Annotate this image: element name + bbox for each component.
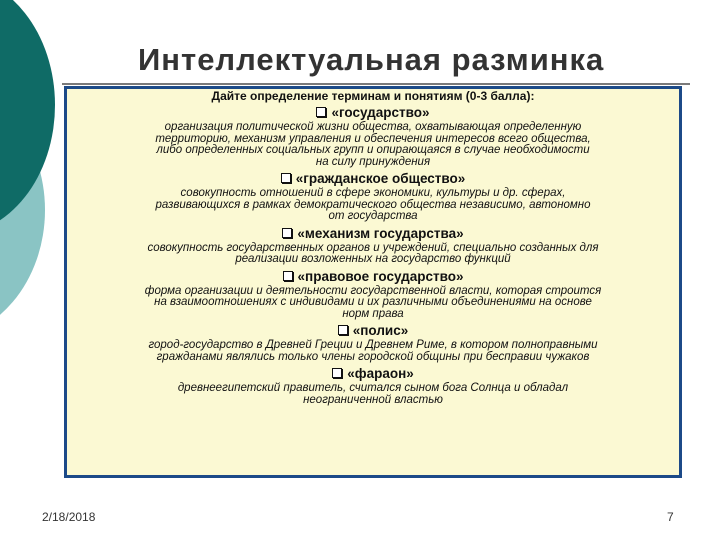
checkbox-bullet-icon [283, 271, 293, 281]
definition-line: развивающихся в рамках демократического общества независимо, автономно [155, 198, 591, 211]
checkbox-bullet-icon [332, 368, 342, 378]
checkbox-bullet-icon [338, 325, 348, 335]
definition-line: территорию, механизм управления и обеспечения интересов всего общества, [155, 132, 591, 145]
term-definition [71, 243, 675, 266]
term-definition [71, 122, 675, 168]
definition-line: организация политической жизни общества, охватывающая определенную [164, 121, 582, 133]
term-label: «государство» [331, 105, 430, 120]
definition-line: форма организации и деятельности государственной власти, которая строится [144, 284, 602, 297]
definition-line: на взаимоотношениях с индивидами и их различными объединениями на основе [154, 296, 592, 308]
definition-line: от государства [328, 210, 418, 222]
term-heading [67, 365, 679, 383]
slide-title: Интеллектуальная разминка [138, 42, 605, 77]
term-heading [67, 322, 679, 340]
checkbox-bullet-icon [282, 228, 292, 238]
definition-line: гражданами являлись только члены городской общины при бесправии чужаков [156, 350, 590, 363]
definition-line: город-государство в Древней Греции и Древнем Риме, в котором полноправными [148, 339, 598, 351]
term-heading [67, 225, 679, 243]
term-label: «гражданское общество» [295, 171, 466, 186]
term-heading [67, 268, 679, 286]
task-header: Дайте определение терминам и понятиям (0-3 балла): [211, 89, 535, 103]
term-heading [67, 170, 679, 188]
definition-line: совокупность отношений в сфере экономики, культуры и др. сферах, [180, 187, 566, 199]
term-definition [71, 383, 675, 406]
title-divider [62, 83, 690, 85]
definition-line: реализации возложенных на государство функций [235, 253, 511, 265]
term-heading [67, 104, 679, 122]
term-label: «правовое государство» [297, 268, 464, 284]
checkbox-bullet-icon [281, 173, 291, 183]
term-definition [71, 286, 675, 321]
term-definition [71, 188, 675, 223]
checkbox-bullet-icon [316, 107, 326, 117]
definition-line: либо определенных социальных групп и опирающаяся в случае необходимости [156, 144, 590, 156]
content-panel [64, 86, 682, 478]
definition-line: древнеегипетский правитель, считался сыном бога Солнца и обладал [177, 382, 569, 394]
term-definition [71, 340, 675, 363]
slide-date: 2/18/2018 [42, 510, 96, 524]
definition-line: на силу принуждения [315, 155, 431, 168]
definition-line: неограниченной властью [303, 393, 443, 406]
definition-line: совокупность государственных органов и учреждений, специально созданных для [147, 241, 599, 254]
term-label: «механизм государства» [297, 225, 464, 241]
definition-line: норм права [342, 307, 404, 320]
slide-number: 7 [667, 510, 674, 524]
term-label: «фараон» [347, 366, 414, 381]
term-label: «полис» [352, 323, 409, 338]
